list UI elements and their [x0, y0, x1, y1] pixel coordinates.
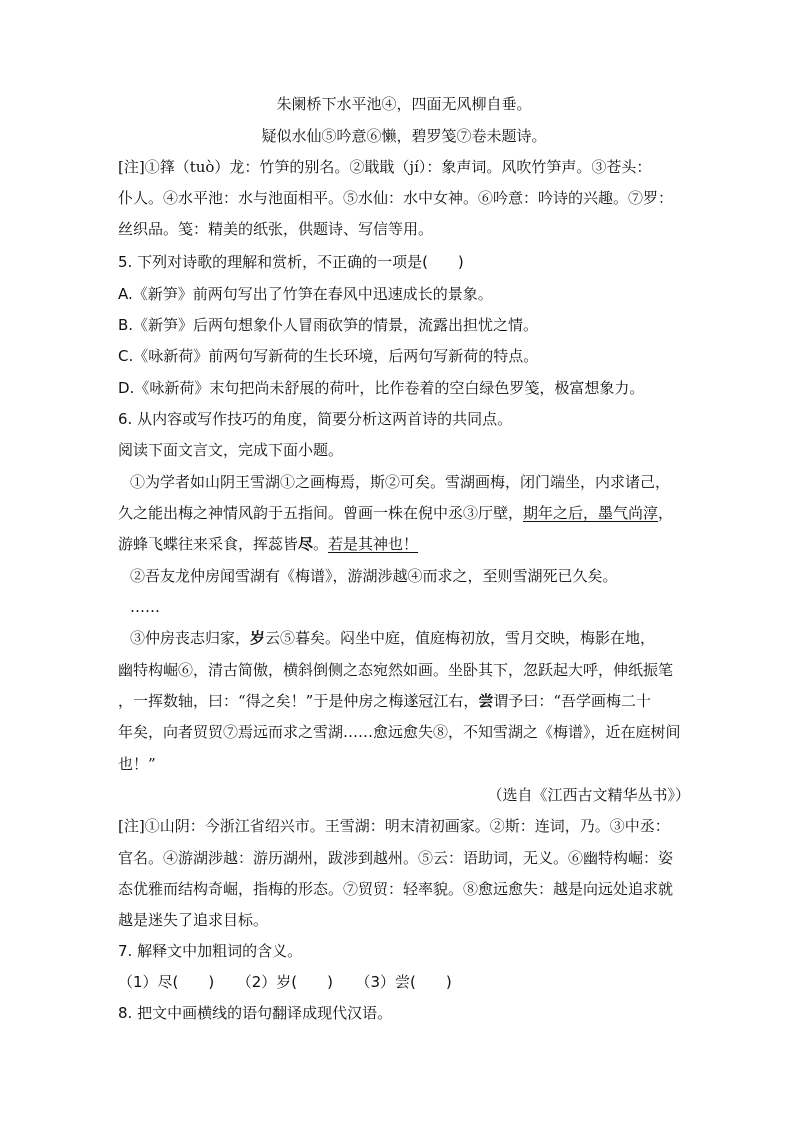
passage-text: ③仲房丧志归家， — [130, 629, 251, 647]
option-c: C.《咏新荷》前两句写新荷的生长环境，后两句写新荷的特点。 — [118, 347, 539, 365]
note-line: 官名。④游湖涉越：游历湖州，跋涉到越州。⑤云：语助词，无义。⑥幽特构崛：姿 — [118, 849, 674, 867]
option-a: A.《新笋》前两句写出了竹笋在春风中迅速成长的景象。 — [118, 285, 493, 303]
passage-line: 也！” — [118, 755, 156, 773]
note-line: 丝织品。笺：精美的纸张，供题诗、写信等用。 — [118, 220, 434, 238]
poem-line: 朱阑桥下水平池④，四面无风柳自垂。 — [276, 95, 532, 113]
note-line: 态优雅而结构奇崛，指梅的形态。⑦贸贸：轻率貌。⑧愈远愈失：越是向远处追求就 — [118, 880, 674, 898]
passage-text: ，一挥数轴，曰：“得之矣！”于是仲房之梅遂冠江右， — [118, 692, 479, 710]
passage-text: 谓予曰：“吾学画梅二十 — [493, 692, 652, 710]
bold-word: 尝 — [478, 692, 494, 710]
passage-text: ， — [658, 504, 674, 522]
underlined-sentence: 若是其神也！ — [328, 535, 419, 553]
passage-line: 年矣，向者贸贸⑦焉远而求之雪湖……愈远愈失⑧，不知雪湖之《梅谱》，近在庭树间 — [118, 723, 681, 741]
question-7-stem: 7. 解释文中加粗词的含义。 — [118, 942, 303, 960]
passage-text: 游蜂飞蝶往来采食，挥蕊皆 — [118, 535, 299, 553]
underlined-sentence: 期年之后，墨气尚淳 — [523, 504, 659, 522]
bold-word: 岁 — [250, 629, 266, 647]
bold-word: 尽 — [298, 535, 314, 553]
passage-line — [118, 503, 690, 523]
passage-text: 云⑤暮矣。闷坐中庭，值庭梅初放，雪月交映，梅影在地， — [265, 629, 656, 647]
passage-line — [130, 628, 690, 648]
source-citation: （选自《江西古文精华丛书》） — [487, 786, 690, 804]
passage-line — [118, 534, 690, 554]
passage-text: 。 — [313, 535, 329, 553]
option-b: B.《新笋》后两句想象仆人冒雨砍笋的情景，流露出担忧之情。 — [118, 316, 539, 334]
passage-text: 久之能出梅之神情风韵于五指间。曾画一株在倪中丞③厅壁， — [118, 504, 524, 522]
passage-line: ②吾友龙仲房闻雪湖有《梅谱》，游湖涉越④而求之，至则雪湖死已久矣。 — [130, 567, 618, 585]
poem-line: 疑似水仙⑤吟意⑥懒，碧罗笺⑦卷未题诗。 — [261, 127, 547, 145]
note-line: [注]①箨（tuò）龙：竹笋的别名。②戢戢（jí）：象声词。风吹竹笋声。③苍头： — [118, 158, 652, 176]
option-d: D.《咏新荷》末句把尚未舒展的荷叶，比作卷着的空白绿色罗笺，极富想象力。 — [118, 379, 645, 397]
question-5-stem: 5. 下列对诗歌的理解和赏析，不正确的一项是( ) — [118, 253, 464, 271]
passage-line — [118, 691, 690, 711]
passage-line: 幽特构崛⑥，清古简傲，横斜倒侧之态宛然如画。坐卧其下，忽跃起大呼，伸纸振笔 — [118, 661, 674, 679]
ellipsis: …… — [130, 598, 160, 616]
question-6-stem: 6. 从内容或写作技巧的角度，简要分析这两首诗的共同点。 — [118, 410, 513, 428]
reading-intro: 阅读下面文言文，完成下面小题。 — [118, 441, 344, 459]
passage-line: ①为学者如山阴王雪湖①之画梅焉，斯②可矣。雪湖画梅，闭门端坐，内求诸己， — [130, 473, 671, 491]
note-line: 越是迷失了追求目标。 — [118, 911, 269, 929]
note-line: [注]①山阴：今浙江省绍兴市。王雪湖：明末清初画家。②斯：连词，乃。③中丞： — [118, 817, 670, 835]
note-line: 仆人。④水平池：水与池面相平。⑤水仙：水中女神。⑥吟意：吟诗的兴趣。⑦罗： — [118, 189, 674, 207]
question-7-items: （1）尽( ) （2）岁( ) （3）尝( ) — [118, 973, 452, 991]
question-8-stem: 8. 把文中画横线的语句翻译成现代汉语。 — [118, 1004, 393, 1022]
